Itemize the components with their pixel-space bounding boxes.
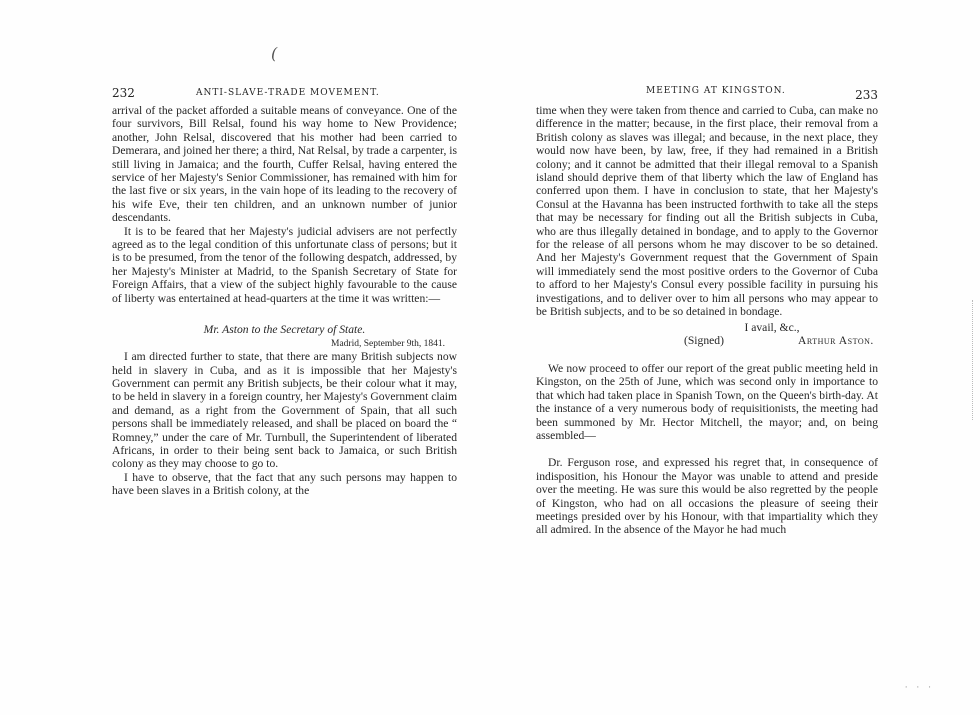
- paragraph: I have to observe, that the fact that any such persons may happen to have been slaves in a British colony, at the: [112, 470, 457, 498]
- running-header: [112, 86, 457, 104]
- paragraph: It is to be feared that her Majesty's judicial advisers are not perfectly agreed as to the legal condition of this unfortunate class of persons; but it is to be presumed, from the tenor of the following despatch, addressed, by her Majesty's Minister at Madrid, to the Spanish Secretary of State for Foreign Affairs, that a view of the subject highly favourable to the cause of liberty was entertained at head-quarters at the time it was written:—: [112, 224, 457, 305]
- paragraph: arrival of the packet afforded a suitable means of conveyance. One of the four survivors, Bill Relsal, found his way home to New Providence; another, John Relsal, discovered that his mother had been carried to Demerara, and joined her there; a third, Nat Relsal, by trade a carpenter, is still living in Jamaica; and the fourth, Cuffer Relsal, having entered the service of her Majesty's Senior Commissioner, has remained with him for the last five or six years, in the vain hope of its leading to the recovery of his wife Eve, their ten children, and an unknown number of junior descendants.: [112, 104, 457, 225]
- signer-name: Arthur Aston.: [798, 333, 874, 347]
- signed-label: (Signed): [684, 333, 724, 347]
- paragraph: Dr. Ferguson rose, and expressed his regret that, in consequence of indisposition, his Honour the Mayor was unable to attend and preside over the meeting. He was sure this would be also regretted by the people of Kingston, who had on all occasions the pleasure of seeing their meetings presided over by his Honour, with that impartiality which they all admired. In the absence of the Mayor he had much: [536, 456, 878, 537]
- pencil-mark: (: [271, 44, 278, 63]
- page-number: 232: [112, 86, 135, 100]
- scan-edge-marks: [972, 300, 974, 420]
- right-page: [536, 86, 878, 537]
- paragraph: time when they were taken from thence and carried to Cuba, can make no difference in the matter; because, in the first place, their removal from a British colony as slaves was illegal; and because, in the next place, they would now have been, by law, free, if they had remained in a British colony; and it cannot be admitted that their illegal removal to a Spanish island should deprive them of that liberty which the law of England has conferred upon them. I have in conclusion to state, that her Majesty's Consul at the Havanna has been instructed forthwith to take all the steps that may be necessary for finding out all the British subjects in Cuba, who are thus illegally detained in bondage, and to apply to the Governor for the release of all persons whom he may discover to be so detained. And her Majesty's Government request that the Government of Spain will immediately send the most positive orders to the Governor of Cuba to afford to her Majesty's Consul every possible facility in pursuing his investigations, and to deliver over to him all persons who may appear to be British subjects, and to be so detained in bondage.: [536, 104, 878, 319]
- signature-line: [536, 334, 878, 348]
- page-number: 233: [855, 88, 878, 102]
- left-body: [112, 104, 457, 498]
- running-head-title: MEETING AT KINGSTON.: [646, 86, 786, 96]
- letter-closing: I avail, &c.,: [744, 320, 800, 334]
- letter-heading: Mr. Aston to the Secretary of State.: [203, 323, 366, 337]
- letter-dateline: Madrid, September 9th, 1841.: [331, 339, 445, 350]
- scan-corner-dots: · · ·: [904, 683, 934, 693]
- paragraph: We now proceed to offer our report of the great public meeting held in Kingston, on the 25th of June, which was second only in importance to that which had taken place in Spanish Town, on the Queen's birth-day. At the instance of a very numerous body of requisitionists, the meeting had been summoned by Mr. Hector Mitchell, the mayor; and, on being assembled—: [536, 361, 878, 442]
- running-head-title: ANTI-SLAVE-TRADE MOVEMENT.: [196, 88, 380, 98]
- paragraph: I am directed further to state, that there are many British subjects now held in slavery in Cuba, and as it is impossible that her Majesty's Government can permit any British subjects, be their colour what it may, to be held in slavery in a foreign country, her Majesty's Government claim and demand, as a right from the Government of Spain, that all such persons shall be immediately released, and shall be placed on board the “ Romney,” under the care of Mr. Turnbull, the Superintendent of liberated Africans, in order to their being sent back to Jamaica, or such British colony as they may choose to go to.: [112, 350, 457, 471]
- right-body: [536, 104, 878, 537]
- running-header: [536, 86, 878, 104]
- left-page: [112, 86, 457, 498]
